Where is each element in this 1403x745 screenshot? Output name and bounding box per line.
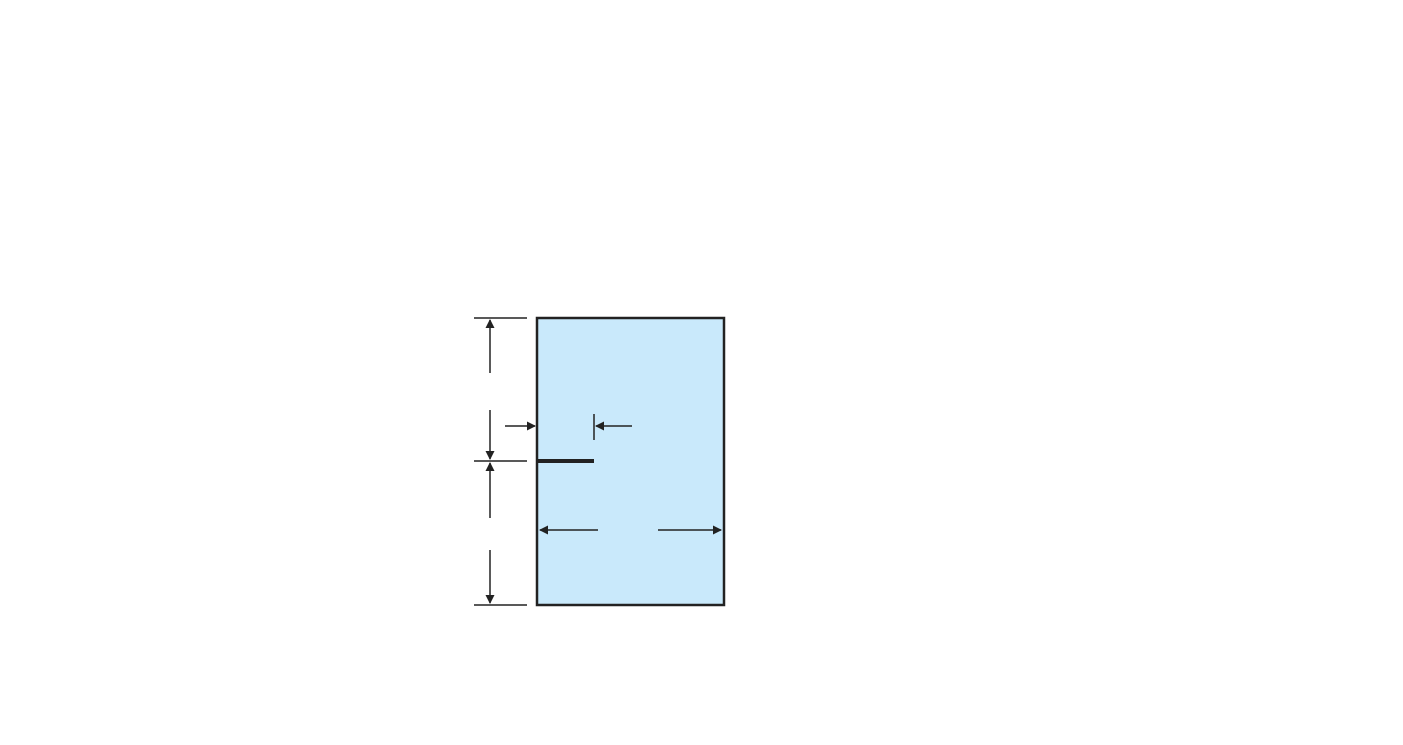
height-dimension [474,318,527,605]
